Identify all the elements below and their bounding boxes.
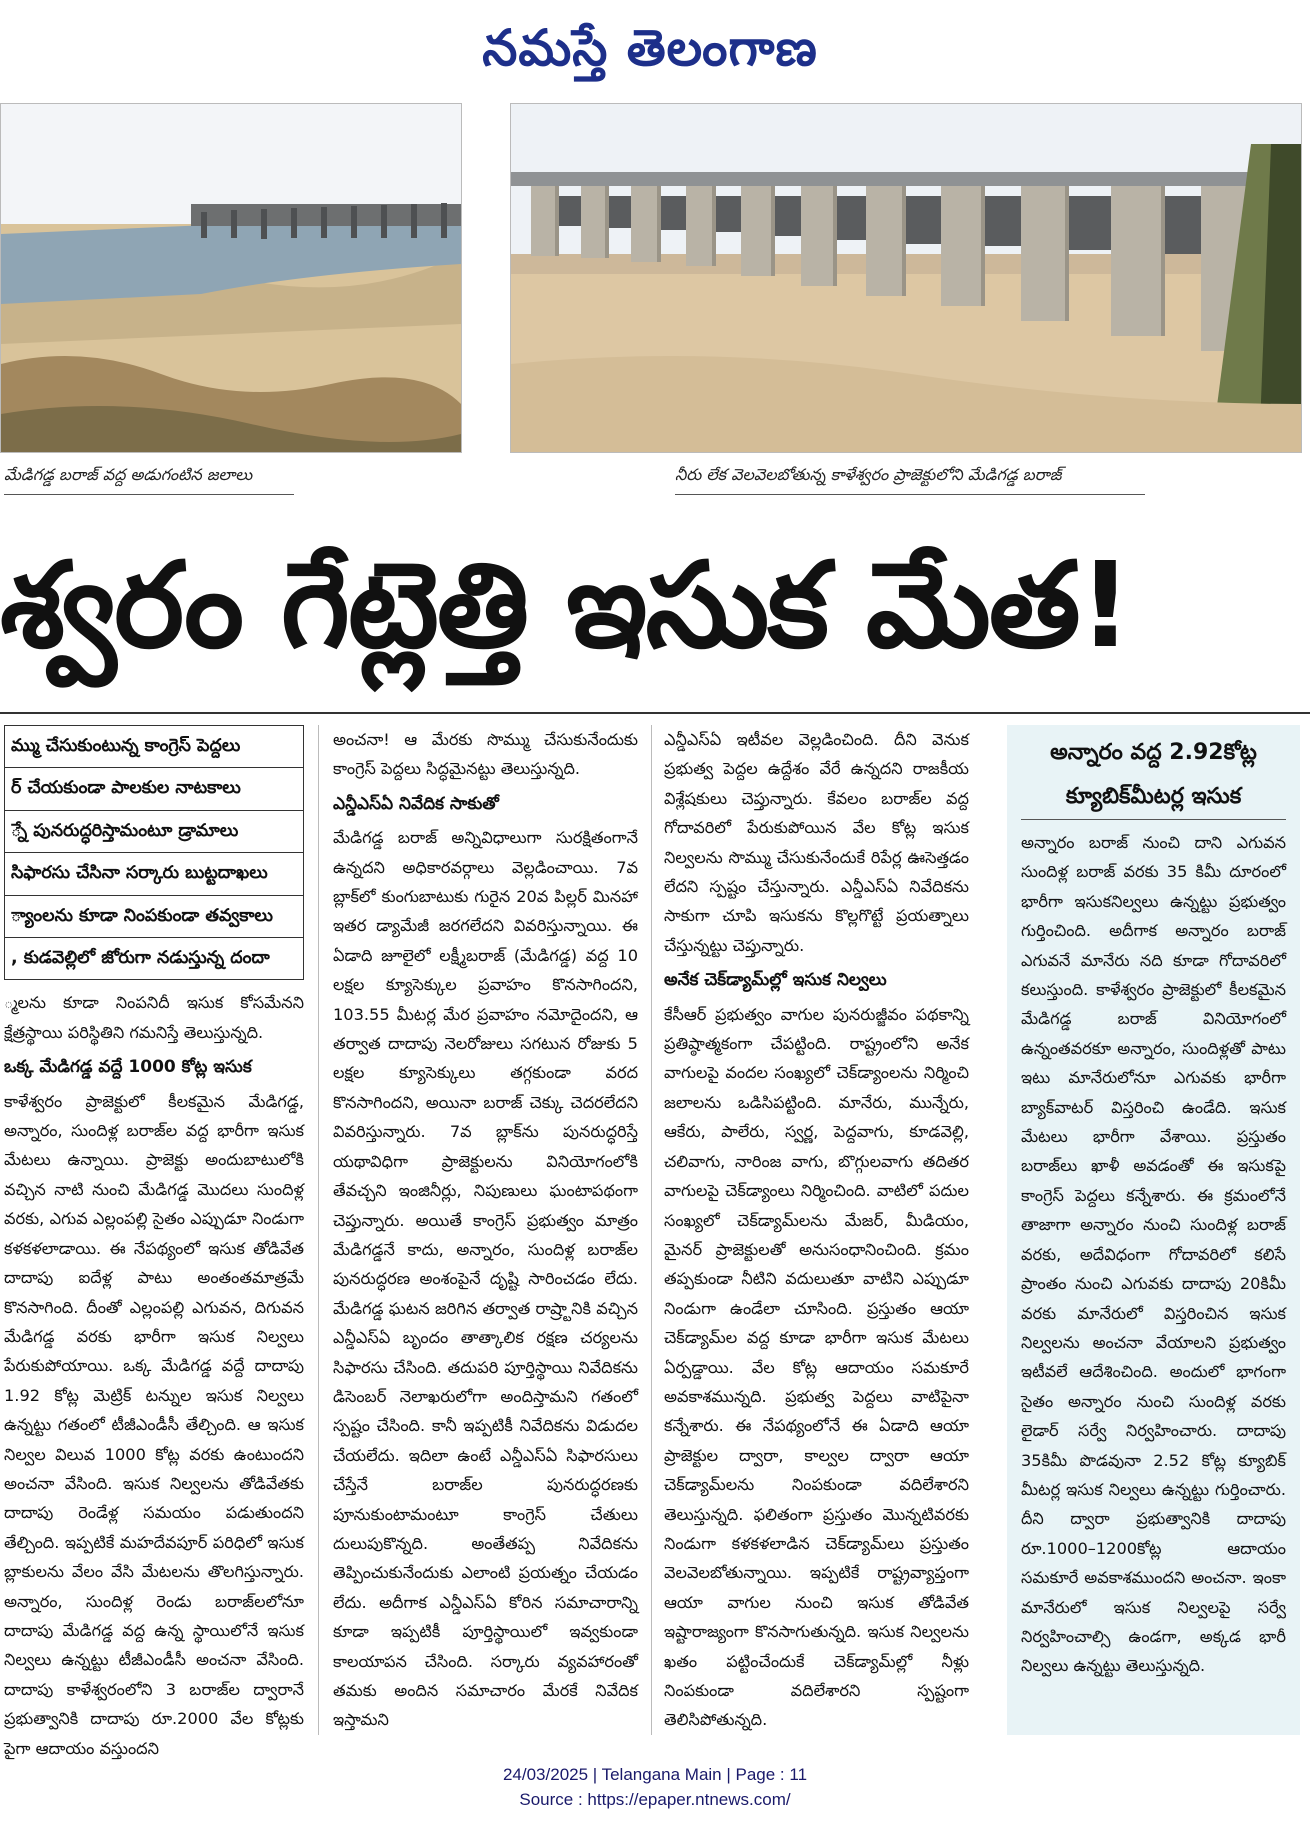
paragraph: అంచనా! ఆ మేరకు సొమ్ము చేసుకునేందుకు కాంగ్రెస్ పెద్దలు సిద్ధమైనట్టు తెలుస్తున్నది. [333,730,638,779]
photo-caption-left: మేడిగడ్డ బరాజ్ వద్ద అడుగంటిన జలాలు [4,465,294,495]
paragraph: ్మలను కూడా నింపనిదీ ఇసుక కోసమేనని క్షేత్రస్థాయి పరిస్థితిని గమనిస్తే తెలుస్తున్నది. [4,993,304,1042]
footer-source-line: Source : https://epaper.ntnews.com/ [519,1790,791,1809]
photo-dry-riverbed [0,103,462,453]
sidebar-title: అన్నారం వద్ద 2.92కోట్ల క్యూబిక్‌మీటర్ల ఇసుక [1021,731,1286,820]
sidebar-box [1007,725,1300,1735]
column-divider [318,725,319,1735]
paragraph: కాళేశ్వరం ప్రాజెక్టులో కీలకమైన మేడిగడ్డ, అన్నారం, సుందిళ్ల బరాజ్‌ల వద్ద భారీగా ఇసుక మేటలు ఉన్నాయి. ప్రాజెక్టు అందుబాటులోకి వచ్చిన నాటి నుంచి మేడిగడ్డ మొదలు సుందిళ్ల వరకు, ఎగువ ఎల్లంపల్లి సైతం ఎప్పుడూ నిండుగా కళకళలాడాయి. ఈ నేపథ్యంలో ఇసుక తోడివేత దాదాపు ఐదేళ్ల పాటు అంతంతమాత్రమే కొనసాగింది. దీంతో ఎల్లంపల్లి ఎగువన, దిగువన మేడిగడ్డ వరకు భారీగా ఇసుక నిల్వలు పేరుకుపోయాయి. ఒక్క మేడిగడ్డ వద్దే దాదాపు 1.92 కోట్ల మెట్రిక్ టన్నుల ఇసుక నిల్వలు ఉన్నట్టు గతంలో టీజీఎండీసీ తేల్చింది. ఆ ఇసుక నిల్వల విలువ 1000 కోట్ల వరకు ఉంటుందని అంచనా వేసింది. ఇసుక నిల్వలను తోడివేతకు దాదాపు రెండేళ్ల సమయం పడుతుందని తేల్చింది. ఇప్పటికే మహదేవపూర్ పరిధిలో ఇసుక బ్లాకులను వేలం వేసి మేటలను తొలగిస్తున్నారు. అన్నారం, సుందిళ్ల రెండు బరాజ్‌లలోనూ దాదాపు మేడిగడ్డ వద్ద ఉన్న స్థాయిలోనే ఇసుక నిల్వలు ఉన్నట్టు టీజీఎండీసీ అంచనా వేసింది. దాదాపు కాళేశ్వరంలోని 3 బరాజ్‌ల ద్వారానే ప్రభుత్వానికి దాదాపు రూ.2000 వేల కోట్లకు పైగా ఆదాయం వస్తుందని [4,1091,304,1758]
paragraph: ఎన్డీఎస్ఏ ఇటీవల వెల్లడించింది. దీని వెనుక ప్రభుత్వ పెద్దల ఉద్దేశం వేరే ఉన్నదని రాజకీయ విశ్లేషకులు చెప్తున్నారు. కేవలం బరాజ్‌ల వద్ద గోదావరిలో పేరుకుపోయిన వేల కోట్ల ఇసుక నిల్వలను సొమ్ము చేసుకునేందుకే రిపేర్ల ఊసెత్తడం లేదని స్పష్టం చేస్తున్నారు. ఎన్డీఎస్ఏ నివేదికను సాకుగా చూపి ఇసుకను కొల్లగొట్టే ప్రయత్నాలు చేస్తున్నట్టు చెప్తున్నారు. [664,730,969,955]
headline-divider [0,712,1310,714]
deck-line: ్యాంలను కూడా నింపకుండా తవ్వకాలు [5,896,303,938]
subheading: అనేక చెక్‌డ్యామ్‌ల్లో ఇసుక నిల్వలు [664,970,887,991]
article-column-3 [664,725,969,1735]
subheading: ఎన్డీఎస్ఏ నివేదిక సాకుతో [333,793,499,814]
deck-line: ర్ చేయకుండా పాలకుల నాటకాలు [5,768,303,810]
footer-date-line: 24/03/2025 | Telangana Main | Page : 11 [502,1765,808,1784]
article-column-1 [4,725,304,1758]
deck-line: సిఫారసు చేసినా సర్కారు బుట్టదాఖలు [5,853,303,895]
photo-barrage-gates [510,103,1302,453]
photo-caption-right: నీరు లేక వెలవెలబోతున్న కాళేశ్వరం ప్రాజెక్టులోని మేడిగడ్డ బరాజ్ [675,465,1145,495]
deck-line: మ్ము చేసుకుంటున్న కాంగ్రెస్ పెద్దలు [5,726,303,768]
deck-highlights [4,725,304,980]
sidebar-body: అన్నారం బరాజ్ నుంచి దాని ఎగువన సుందిళ్ల బరాజ్ వరకు 35 కిమీ దూరంలో భారీగా ఇసుకనిల్వలు ఉన్నట్టు ప్రభుత్వం గుర్తించింది. అదీగాక అన్నారం బరాజ్ ఎగువనే మానేరు నది కూడా గోదావరిలో కలుస్తుంది. కాళేశ్వరం ప్రాజెక్టులో కీలకమైన మేడిగడ్డ బరాజ్ వినియోగంలో ఉన్నంతవరకూ అన్నారం, సుందిళ్లతో పాటు ఇటు మానేరులోనూ ఎగువకు భారీగా బ్యాక్‌వాటర్ విస్తరించి ఉండేది. ఇసుక మేటలు భారీగా వేశాయి. ప్రస్తుతం బరాజ్‌లు ఖాళీ అవడంతో ఈ ఇసుకపై కాంగ్రెస్ పెద్దలు కన్నేశారు. ఈ క్రమంలోనే తాజాగా అన్నారం నుంచి సుందిళ్ల బరాజ్ వరకు, అదేవిధంగా గోదావరిలో కలిసే ప్రాంతం నుంచి ఎగువకు దాదాపు 20కిమీ వరకు మానేరులో విస్తరించిన ఇసుక నిల్వలను అంచనా వేయాలని ప్రభుత్వం ఇటీవలే ఆదేశించింది. అందులో భాగంగా సైతం అన్నారం నుంచి సుందిళ్ల వరకు లైడార్ సర్వే నిర్వహించారు. దాదాపు 35కిమీ పొడవునా 2.52 కోట్ల క్యూబిక్ మీటర్ల ఇసుక నిల్వలు ఉన్నట్టు గుర్తించారు. దీని ద్వారా ప్రభుత్వానికి దాదాపు రూ.1000–1200కోట్ల ఆదాయం సమకూరే అవకాశముందని అంచనా. ఇంకా మానేరులో ఇసుక నిల్వలపై సర్వే నిర్వహించాల్సి ఉండగా, అక్కడ భారీ నిల్వలు ఉన్నట్టు తెలుస్తున్నది. [1021,833,1286,1676]
newspaper-masthead: నమస్తే తెలంగాణ [482,18,818,77]
column-divider [651,725,652,1735]
article-column-2 [333,725,638,1735]
paragraph: మేడిగడ్డ బరాజ్ అన్నివిధాలుగా సురక్షితంగానే ఉన్నదని అధికారవర్గాలు వెల్లడించాయి. 7వ బ్లాక్‌లో కుంగుబాటుకు గురైన 20వ పిల్లర్ మినహా ఇతర డ్యామేజీ జరగలేదని వివరిస్తున్నాయి. ఈ ఏడాది జూలైలో లక్ష్మీబరాజ్ (మేడిగడ్డ) వద్ద 10 లక్షల క్యూసెక్కుల ప్రవాహం కొనసాగిందని, 103.55 మీటర్ల మేర ప్రవాహం నమోదైందని, ఆ తర్వాత దాదాపు నెలరోజులు సగటున రోజుకు 5 లక్షల క్యూసెక్కులు తగ్గకుండా వరద కొనసాగిందని, అయినా బరాజ్ చెక్కు చెదరలేదని వివరిస్తున్నారు. 7వ బ్లాక్‌ను పునరుద్ధరిస్తే యథావిధిగా ప్రాజెక్టులను వినియోగంలోకి తేవచ్చని ఇంజినీర్లు, నిపుణులు ఘంటాపథంగా చెప్తున్నారు. అయితే కాంగ్రెస్ ప్రభుత్వం మాత్రం మేడిగడ్డనే కాదు, అన్నారం, సుందిళ్ల బరాజ్‌ల పునరుద్ధరణ అంశంపైనే దృష్టి సారించడం లేదు. మేడిగడ్డ ఘటన జరిగిన తర్వాత రాష్ర్టానికి వచ్చిన ఎన్డీఎస్ఏ బృందం తాత్కాలిక రక్షణ చర్యలను సిఫారసు చేసింది. తదుపరి పూర్తిస్థాయి నివేదికను డిసెంబర్ నెలాఖరులోగా అందిస్తామని గతంలో స్పష్టం చేసింది. కానీ ఇప్పటికీ నివేదికను విడుదల చేయలేదు. ఇదిలా ఉంటే ఎన్డీఎస్ఏ సిఫారసులు చేస్తేనే బరాజ్‌ల పునరుద్ధరణకు పూనుకుంటామంటూ కాంగ్రెస్ చేతులు దులుపుకొన్నది. అంతేతప్ప నివేదికను తెప్పించుకునేందుకు ఎలాంటి ప్రయత్నం చేయడం లేదు. అదీగాక ఎన్డీఎస్ఏ కోరిన సమాచారాన్ని కూడా ఇప్పటికీ పూర్తిస్థాయిలో ఇవ్వకుండా కాలయాపన చేసింది. సర్కారు వ్యవహారంతో తమకు అందిన సమాచారం మేరకే నివేదిక ఇస్తామని [333,828,638,1730]
deck-line: , కుడవెల్లిలో జోరుగా నడుస్తున్న దందా [11,948,270,969]
deck-line: ్నే పునరుద్ధరిస్తామంటూ డ్రామాలు [5,811,303,853]
paragraph: కేసీఆర్ ప్రభుత్వం వాగుల పునరుజ్జీవం పథకాన్ని ప్రతిష్ఠాత్మకంగా చేపట్టింది. రాష్ట్రంలోని అనేక వాగులపై వందల సంఖ్యలో చెక్‌డ్యాంలను నిర్మించి జలాలను ఒడిసిపట్టింది. మానేరు, మున్నేరు, ఆకేరు, పాలేరు, స్వర్ణ, పెద్దవాగు, కూడవెల్లి, చలివాగు, నారింజ వాగు, బొగ్గులవాగు తదితర వాగులపై చెక్‌డ్యాంలు నిర్మించింది. వాటిలో పదుల సంఖ్యలో చెక్‌డ్యామ్‌లను మేజర్, మీడియం, మైనర్ ప్రాజెక్టులతో అనుసంధానించింది. క్రమం తప్పకుండా నీటిని వదులుతూ వాటిని ఎప్పుడూ నిండుగా ఉండేలా చూసింది. ప్రస్తుతం ఆయా చెక్‌డ్యామ్‌ల వద్ద కూడా భారీగా ఇసుక మేటలు ఏర్పడ్డాయి. వేల కోట్ల ఆదాయం సమకూరే అవకాశమున్నది. ప్రభుత్వ పెద్దలు వాటిపైనా కన్నేశారు. ఈ నేపథ్యంలోనే ఈ ఏడాది ఆయా ప్రాజెక్టుల ద్వారా, కాల్వల ద్వారా ఆయా చెక్‌డ్యామ్‌లను నింపకుండా వదిలేశారని తెలుస్తున్నది. ఫలితంగా ప్రస్తుతం మొన్నటివరకు నిండుగా కళకళలాడిన చెక్‌డ్యామ్‌లు ప్రస్తుతం వెలవెలబోతున్నాయి. ఇప్పటికే రాష్ట్రవ్యాప్తంగా ఆయా వాగుల నుంచి ఇసుక తోడివేత ఇష్టారాజ్యంగా కొనసాగుతున్నది. ఇసుక నిల్వలను ఖతం పట్టించేందుకే చెక్‌డ్యామ్‌ల్లో నీళ్లు నింపకుండా వదిలేశారని స్పష్టంగా తెలిసిపోతున్నది. [664,1004,969,1730]
main-headline: శ్వరం గేట్లెత్తి ఇసుక మేత! [0,536,1131,674]
subheading: ఒక్క మేడిగడ్డ వద్దే 1000 కోట్ల ఇసుక [4,1057,252,1078]
